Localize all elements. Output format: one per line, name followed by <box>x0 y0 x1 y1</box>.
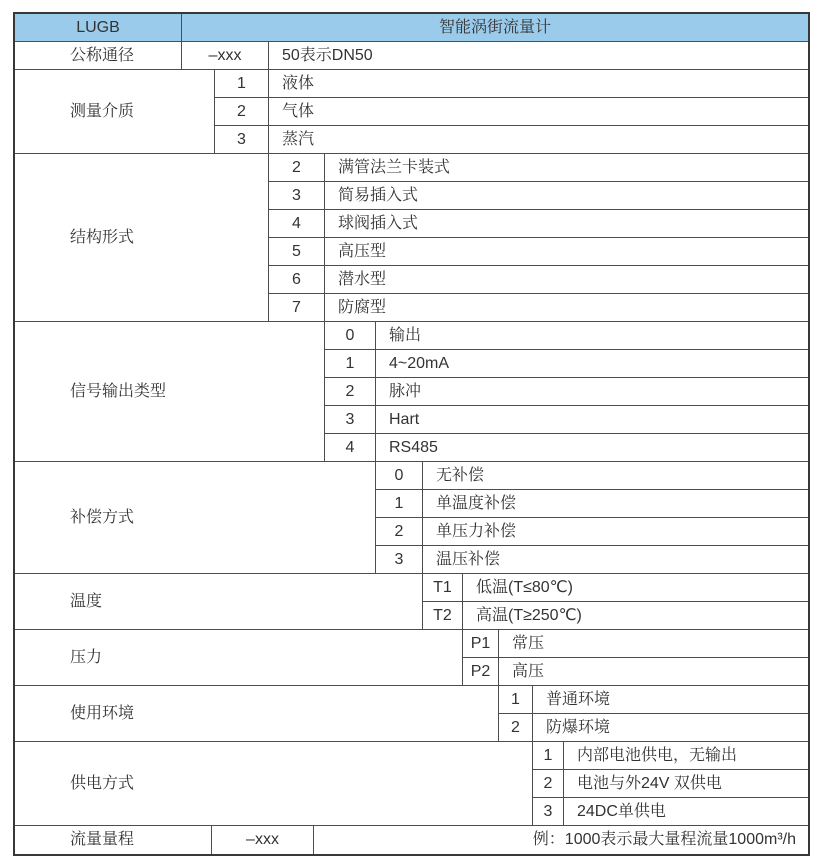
option-desc: 24DC单供电 <box>564 798 808 826</box>
option-code: 1 <box>533 742 564 770</box>
option-code: 2 <box>376 518 423 546</box>
option-code: 3 <box>325 406 376 434</box>
option-code: T2 <box>423 602 463 630</box>
option-code: –xxx <box>212 826 314 854</box>
option-desc: 防爆环境 <box>533 714 808 742</box>
option-desc: 简易插入式 <box>325 182 808 210</box>
option-code: 2 <box>325 378 376 406</box>
section-label-power-supply: 供电方式 <box>15 742 533 826</box>
section-label-structure: 结构形式 <box>15 154 269 322</box>
option-desc: 满管法兰卡装式 <box>325 154 808 182</box>
option-desc: 高压 <box>499 658 808 686</box>
option-code: T1 <box>423 574 463 602</box>
model-code-header: LUGB <box>15 14 182 42</box>
option-code: 3 <box>269 182 325 210</box>
option-code: P1 <box>463 630 499 658</box>
option-desc: 蒸汽 <box>269 126 808 154</box>
option-desc: 单温度补偿 <box>423 490 808 518</box>
option-desc: 潜水型 <box>325 266 808 294</box>
option-code: 2 <box>533 770 564 798</box>
option-code: 3 <box>215 126 269 154</box>
option-desc: 单压力补偿 <box>423 518 808 546</box>
section-label-pressure: 压力 <box>15 630 463 686</box>
option-code: 4 <box>269 210 325 238</box>
option-code: –xxx <box>182 42 269 70</box>
section-label-environment: 使用环境 <box>15 686 499 742</box>
section-label-temperature: 温度 <box>15 574 423 630</box>
option-desc: 例：1000表示最大量程流量1000m³/h <box>532 831 796 848</box>
option-desc: 输出 <box>376 322 808 350</box>
option-desc: 高温(T≥250℃) <box>463 602 808 630</box>
option-desc: Hart <box>376 406 808 434</box>
option-code: 3 <box>533 798 564 826</box>
option-code: 2 <box>269 154 325 182</box>
option-desc: 内部电池供电，无输出 <box>564 742 808 770</box>
section-label-nominal-diameter: 公称通径 <box>15 42 182 70</box>
section-label-flow-range: 流量量程 <box>15 826 212 854</box>
option-desc: 常压 <box>499 630 808 658</box>
option-code: 6 <box>269 266 325 294</box>
option-desc: 液体 <box>269 70 808 98</box>
option-code: 2 <box>499 714 533 742</box>
option-desc: 温压补偿 <box>423 546 808 574</box>
option-desc: 4~20mA <box>376 350 808 378</box>
option-code: 4 <box>325 434 376 462</box>
option-code: 0 <box>325 322 376 350</box>
option-desc: 高压型 <box>325 238 808 266</box>
option-code: 5 <box>269 238 325 266</box>
option-desc: 球阀插入式 <box>325 210 808 238</box>
option-desc: 50表示DN50 <box>269 42 808 70</box>
option-code: 3 <box>376 546 423 574</box>
option-code: 7 <box>269 294 325 322</box>
option-code: 2 <box>215 98 269 126</box>
model-selection-table <box>13 12 810 856</box>
option-code: 1 <box>215 70 269 98</box>
option-code: 1 <box>499 686 533 714</box>
option-code: 1 <box>376 490 423 518</box>
section-label-medium: 测量介质 <box>15 70 215 154</box>
product-title-header: 智能涡街流量计 <box>182 14 808 42</box>
option-desc: 电池与外24V 双供电 <box>564 770 808 798</box>
option-code: P2 <box>463 658 499 686</box>
section-label-signal-output: 信号输出类型 <box>15 322 325 462</box>
option-code: 0 <box>376 462 423 490</box>
option-desc: 脉冲 <box>376 378 808 406</box>
option-code: 1 <box>325 350 376 378</box>
option-desc: 无补偿 <box>423 462 808 490</box>
option-desc: 气体 <box>269 98 808 126</box>
option-desc: 低温(T≤80℃) <box>463 574 808 602</box>
option-desc: 普通环境 <box>533 686 808 714</box>
option-desc: 防腐型 <box>325 294 808 322</box>
option-desc: RS485 <box>376 434 808 462</box>
section-label-compensation: 补偿方式 <box>15 462 376 574</box>
